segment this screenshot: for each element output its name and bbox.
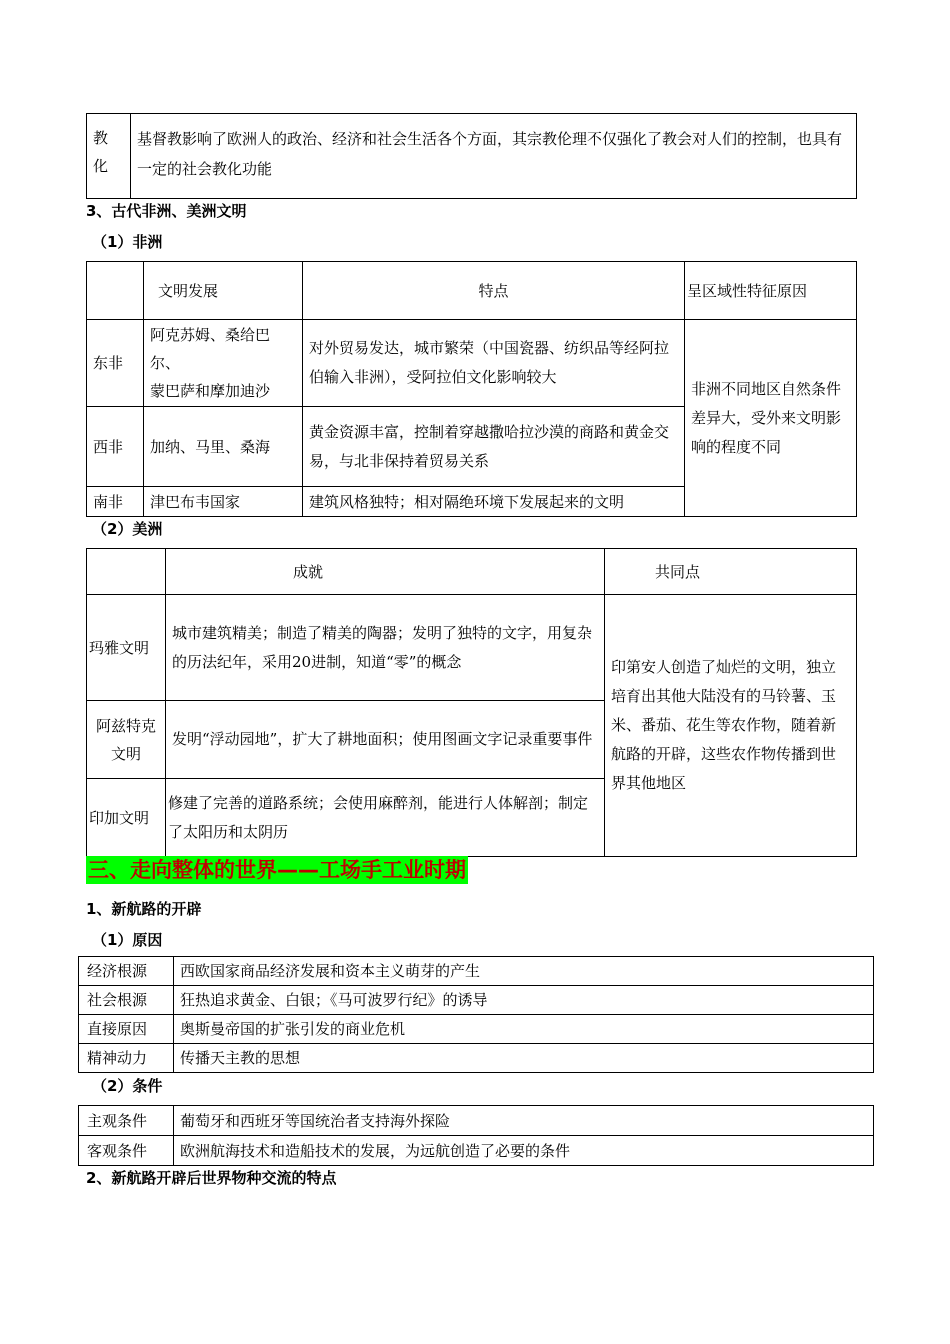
africa-civ: 阿克苏姆、桑给巴尔、 蒙巴萨和摩加迪沙 (144, 320, 303, 407)
cause-key: 直接原因 (79, 1015, 174, 1044)
africa-reason (685, 320, 857, 517)
cause-key: 经济根源 (79, 957, 174, 986)
jiaohua-table (86, 113, 857, 199)
africa-civ: 津巴布韦国家 (144, 487, 303, 517)
sub1-title: 1、新航路的开辟 (86, 900, 202, 918)
africa-region: 西非 (87, 407, 144, 487)
america-title: （2）美洲 (92, 520, 163, 538)
america-header-empty (87, 549, 166, 595)
condition-key: 主观条件 (79, 1106, 174, 1136)
cause-value: 西欧国家商品经济发展和资本主义萌芽的产生 (174, 957, 874, 986)
conditions-title: （2）条件 (92, 1077, 163, 1095)
part3-title: 三、走向整体的世界——工场手工业时期 (88, 858, 466, 882)
causes-table (78, 956, 874, 1073)
africa-civ: 加纳、马里、桑海 (144, 407, 303, 487)
america-name: 印加文明 (87, 779, 166, 857)
america-name: 玛雅文明 (87, 595, 166, 701)
jiaohua-content: 基督教影响了欧洲人的政治、经济和社会生活各个方面，其宗教伦理不仅强化了教会对人们的控制，也具有一定的社会教化功能 (131, 114, 857, 199)
africa-table (86, 261, 857, 517)
section3-title: 3、古代非洲、美洲文明 (86, 202, 247, 220)
cause-value: 传播天主教的思想 (174, 1044, 874, 1073)
condition-value: 葡萄牙和西班牙等国统治者支持海外探险 (174, 1106, 874, 1136)
america-header-achievement: 成就 (166, 549, 605, 595)
america-achievement: 发明“浮动园地”，扩大了耕地面积；使用图画文字记录重要事件 (166, 701, 605, 779)
cause-value: 奥斯曼帝国的扩张引发的商业危机 (174, 1015, 874, 1044)
america-name: 阿兹特克文明 (87, 701, 166, 779)
america-common-text: 印第安人创造了灿烂的文明，独立培育出其他大陆没有的马铃薯、玉米、番茄、花生等农作物，随着新航路的开辟，这些农作物传播到世界其他地区 (611, 658, 837, 792)
africa-feature: 对外贸易发达，城市繁荣（中国瓷器、纺织品等经阿拉伯输入非洲），受阿拉伯文化影响较大 (303, 320, 685, 407)
africa-header-feature: 特点 (303, 262, 685, 320)
america-achievement: 修建了完善的道路系统；会使用麻醉剂，能进行人体解剖；制定了太阳历和太阴历 (166, 779, 605, 857)
africa-header-empty (87, 262, 144, 320)
africa-header-reason: 呈区域性特征原因 (685, 262, 857, 320)
africa-reason-text: 非洲不同地区自然条件差异大，受外来文明影响的程度不同 (691, 379, 842, 456)
america-table (86, 548, 857, 857)
africa-region: 南非 (87, 487, 144, 517)
jiaohua-label: 教化 (87, 114, 131, 199)
africa-feature: 黄金资源丰富，控制着穿越撒哈拉沙漠的商路和黄金交易，与北非保持着贸易关系 (303, 407, 685, 487)
africa-feature: 建筑风格独特；相对隔绝环境下发展起来的文明 (303, 487, 685, 517)
america-achievement: 城市建筑精美；制造了精美的陶器；发明了独特的文字，用复杂的历法纪年，采用20进制，知道“零”的概念 (166, 595, 605, 701)
condition-value: 欧洲航海技术和造船技术的发展，为远航创造了必要的条件 (174, 1136, 874, 1166)
cause-value: 狂热追求黄金、白银；《马可波罗行纪》的诱导 (174, 986, 874, 1015)
causes-title: （1）原因 (92, 931, 163, 949)
condition-key: 客观条件 (79, 1136, 174, 1166)
africa-title: （1）非洲 (92, 233, 163, 251)
america-common (605, 595, 857, 857)
cause-key: 社会根源 (79, 986, 174, 1015)
cause-key: 精神动力 (79, 1044, 174, 1073)
america-header-common: 共同点 (605, 549, 857, 595)
africa-header-civ: 文明发展 (144, 262, 303, 320)
africa-region: 东非 (87, 320, 144, 407)
sub2-title: 2、新航路开辟后世界物种交流的特点 (86, 1169, 337, 1187)
conditions-table (78, 1105, 874, 1166)
